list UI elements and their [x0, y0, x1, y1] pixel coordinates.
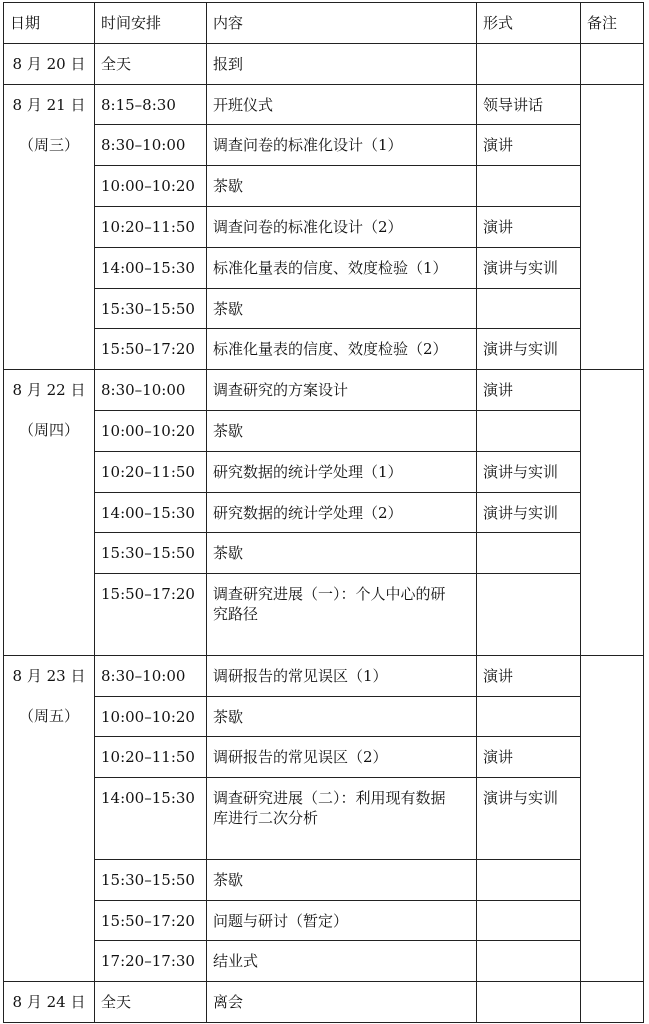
content-line: 库进行二次分析	[213, 809, 319, 828]
content-cell: 研究数据的统计学处理（1）	[207, 451, 477, 492]
time-cell: 10:20–11:50	[95, 206, 207, 247]
content-cell: 离会	[207, 982, 477, 1023]
table-row	[4, 206, 644, 247]
time-cell: 8:30–10:00	[95, 125, 207, 166]
content-cell: 研究数据的统计学处理（2）	[207, 492, 477, 533]
content-line: 调查研究进展（二）：利用现有数据	[213, 789, 446, 808]
header-notes: 备注	[581, 3, 644, 44]
table-row	[4, 166, 644, 207]
content-cell: 茶歇	[207, 410, 477, 451]
date-cell	[4, 655, 95, 981]
time-cell: 15:30–15:50	[95, 859, 207, 900]
time-cell: 17:20–17:30	[95, 941, 207, 982]
content-cell: 茶歇	[207, 859, 477, 900]
time-cell: 10:20–11:50	[95, 451, 207, 492]
content-cell: 标准化量表的信度、效度检验（1）	[207, 247, 477, 288]
time-cell: 10:20–11:50	[95, 737, 207, 778]
table-row	[4, 492, 644, 533]
date-label: 8 月 24 日	[12, 993, 86, 1012]
format-cell: 演讲	[477, 370, 581, 411]
content-cell: 调查问卷的标准化设计（1）	[207, 125, 477, 166]
time-cell: 10:00–10:20	[95, 410, 207, 451]
content-cell: 问题与研讨（暂定）	[207, 900, 477, 941]
notes-cell	[581, 84, 644, 370]
date-label: 8 月 22 日	[12, 381, 86, 400]
date-label: 8 月 23 日	[12, 666, 86, 685]
format-cell: 演讲与实训	[477, 451, 581, 492]
time-cell: 15:50–17:20	[95, 329, 207, 370]
table-row	[4, 288, 644, 329]
table-row	[4, 125, 644, 166]
content-cell: 标准化量表的信度、效度检验（2）	[207, 329, 477, 370]
notes-cell	[581, 655, 644, 981]
notes-cell	[581, 43, 644, 84]
format-cell: 演讲	[477, 206, 581, 247]
date-cell	[4, 84, 95, 370]
weekday-label: （周四）	[18, 421, 79, 440]
time-cell: 全天	[95, 982, 207, 1023]
content-cell: 茶歇	[207, 696, 477, 737]
time-cell: 15:30–15:50	[95, 288, 207, 329]
date-label: 8 月 20 日	[12, 54, 86, 73]
header-content: 内容	[207, 3, 477, 44]
time-cell: 14:00–15:30	[95, 247, 207, 288]
header-date: 日期	[4, 3, 95, 44]
time-cell: 10:00–10:20	[95, 166, 207, 207]
table-row	[4, 574, 644, 656]
content-cell: 调研报告的常见误区（1）	[207, 655, 477, 696]
table-row	[4, 941, 644, 982]
format-cell	[477, 941, 581, 982]
time-cell: 14:00–15:30	[95, 492, 207, 533]
time-cell: 14:00–15:30	[95, 778, 207, 860]
date-label: 8 月 21 日	[12, 95, 86, 114]
table-row	[4, 982, 644, 1023]
content-line: 调查研究进展（一）：个人中心的研	[213, 585, 446, 604]
format-cell	[477, 533, 581, 574]
content-cell: 茶歇	[207, 166, 477, 207]
time-cell: 15:30–15:50	[95, 533, 207, 574]
date-cell	[4, 982, 95, 1023]
time-cell: 10:00–10:20	[95, 696, 207, 737]
content-cell: 开班仪式	[207, 84, 477, 125]
notes-cell	[581, 370, 644, 656]
weekday-label: （周五）	[18, 706, 79, 725]
schedule-table	[3, 2, 644, 1023]
content-cell: 调查问卷的标准化设计（2）	[207, 206, 477, 247]
table-row	[4, 859, 644, 900]
table-row	[4, 84, 644, 125]
format-cell	[477, 166, 581, 207]
format-cell: 演讲与实训	[477, 247, 581, 288]
format-cell: 演讲与实训	[477, 492, 581, 533]
format-cell	[477, 288, 581, 329]
format-cell	[477, 574, 581, 656]
table-row	[4, 900, 644, 941]
table-row	[4, 329, 644, 370]
header-time: 时间安排	[95, 3, 207, 44]
content-cell: 报到	[207, 43, 477, 84]
content-cell	[207, 778, 477, 860]
table-row	[4, 247, 644, 288]
format-cell: 演讲与实训	[477, 778, 581, 860]
time-cell: 全天	[95, 43, 207, 84]
date-cell	[4, 370, 95, 656]
content-cell: 结业式	[207, 941, 477, 982]
table-row	[4, 533, 644, 574]
notes-cell	[581, 982, 644, 1023]
content-line: 究路径	[213, 605, 259, 624]
time-cell: 8:15–8:30	[95, 84, 207, 125]
format-cell	[477, 410, 581, 451]
content-cell: 茶歇	[207, 533, 477, 574]
time-cell: 8:30–10:00	[95, 370, 207, 411]
table-row	[4, 655, 644, 696]
format-cell: 演讲与实训	[477, 329, 581, 370]
format-cell	[477, 859, 581, 900]
format-cell	[477, 696, 581, 737]
table-row	[4, 451, 644, 492]
date-cell	[4, 43, 95, 84]
content-cell: 调研报告的常见误区（2）	[207, 737, 477, 778]
table-row	[4, 43, 644, 84]
content-cell: 茶歇	[207, 288, 477, 329]
table-row	[4, 737, 644, 778]
format-cell: 演讲	[477, 655, 581, 696]
format-cell: 演讲	[477, 737, 581, 778]
table-row	[4, 370, 644, 411]
header-row	[4, 3, 644, 44]
time-cell: 8:30–10:00	[95, 655, 207, 696]
header-format: 形式	[477, 3, 581, 44]
time-cell: 15:50–17:20	[95, 900, 207, 941]
content-cell	[207, 574, 477, 656]
table-row	[4, 410, 644, 451]
weekday-label: （周三）	[18, 135, 79, 154]
content-cell: 调查研究的方案设计	[207, 370, 477, 411]
format-cell	[477, 43, 581, 84]
format-cell	[477, 900, 581, 941]
table-row	[4, 696, 644, 737]
table-row	[4, 778, 644, 860]
time-cell: 15:50–17:20	[95, 574, 207, 656]
format-cell	[477, 982, 581, 1023]
format-cell: 演讲	[477, 125, 581, 166]
format-cell: 领导讲话	[477, 84, 581, 125]
